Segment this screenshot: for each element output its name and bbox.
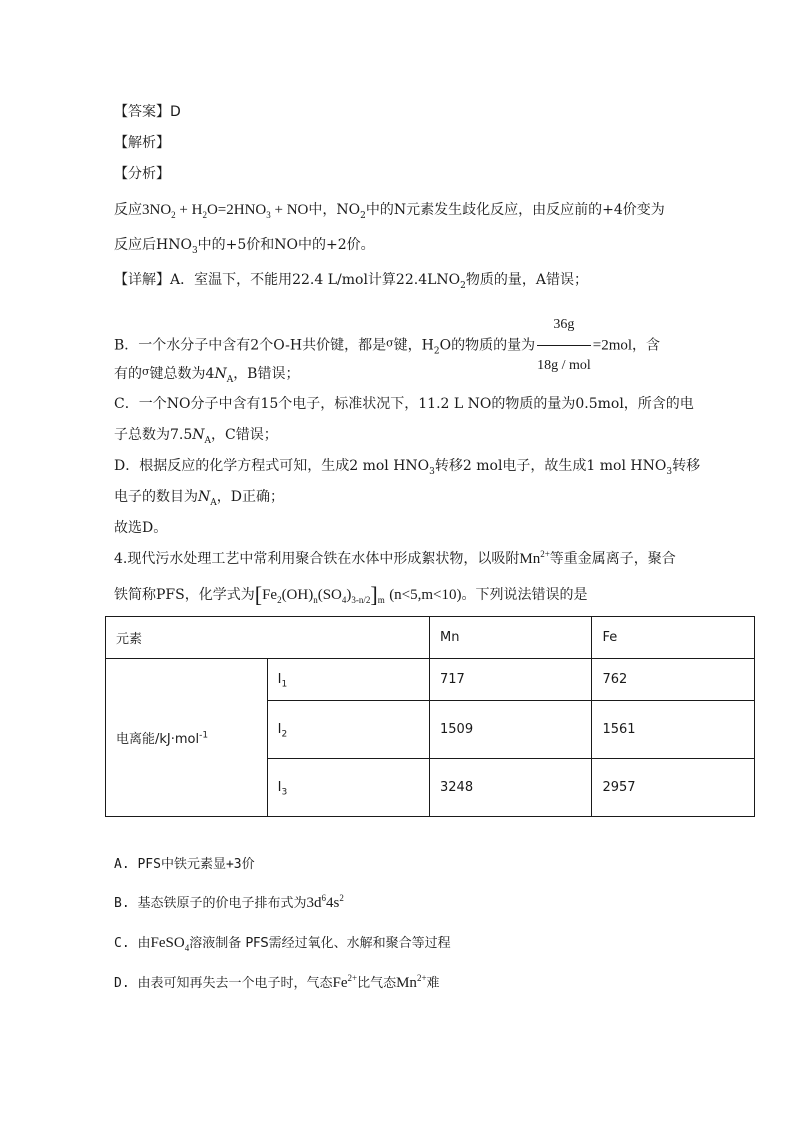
option-b: B. 基态铁原子的价电子排布式为$3d^64s^2$: [114, 893, 344, 911]
answer-value: D: [170, 104, 181, 120]
answer-line: [114, 102, 181, 122]
fraction-denominator: 18g / mol: [537, 358, 591, 373]
fe-i2: 1561: [592, 701, 755, 759]
detail-d-line-2: 电子的数目为$N_A$，D正确；: [114, 489, 284, 508]
fraction-numerator: 36g: [537, 306, 591, 346]
option-a: A. PFS中铁元素显+3价: [114, 857, 255, 872]
fenxi-line-2: 反应后$HNO_3$中的+5价和NO中的+2价。: [114, 237, 375, 256]
fenxi-text-a: 反应: [114, 202, 142, 218]
pfs-formula: $[Fe_2(OH)_n(SO_4)_{3-n/2}]_m$: [254, 582, 385, 607]
fe-i3: 2957: [592, 759, 755, 817]
conclusion: 故选D。: [114, 520, 168, 536]
mn-i1: 717: [430, 659, 592, 701]
mn-i3: 3248: [430, 759, 592, 817]
q4-text-b: 等重金属离子，聚合: [549, 551, 676, 567]
fe-i1: 762: [592, 659, 755, 701]
detail-c-line-2: 子总数为$7.5N_A$，C错误；: [114, 427, 278, 446]
option-d: D. 由表可知再失去一个电子时，气态$Fe^{2+}$比气态$Mn^{2+}$难: [114, 973, 440, 991]
table-header-row: [106, 617, 755, 659]
fenxi-label: 【分析】: [114, 166, 170, 182]
answer-label: 【答案】: [114, 104, 170, 120]
q4-line-1: [114, 549, 676, 569]
detail-d-line-1: D．根据反应的化学方程式可知，生成2 mol $HNO_3$转移2 mol电子，故生成1 mol $HNO_3$转移: [114, 458, 701, 477]
fraction: [537, 306, 591, 385]
detail-b-line-1: B．一个水分子中含有2个O-H共价键，都是$^\sigma$键，$H_2O$的物质的量为 $\frac{36g}{\text{18g / mol}}$ =2mol，含: [114, 306, 660, 385]
fenxi-line-1: 反应$3NO_2 + H_2O=2HNO_3$ + NO中，$NO_2$中的N元素发生歧化反应，由反应前的+4价变为: [114, 202, 665, 221]
q4-line-2: [114, 582, 588, 607]
reaction-equation: $3NO_2 + H_2O=2HNO_3$ + NO: [142, 202, 309, 220]
detail-a: 【详解】A．室温下，不能用22.4 L/mol计算$22.4LNO_2$物质的量，A错误；: [114, 272, 588, 291]
mn-i2: 1509: [430, 701, 592, 759]
row-label-ionization-energy: 电离能/kJ·mol$^{-1}$: [106, 659, 268, 817]
ionization-energy-table: [105, 616, 755, 817]
header-element: 元素: [106, 617, 430, 659]
q4-text-c: 铁简称PFS，化学式为: [114, 587, 255, 603]
table-row: [106, 659, 755, 701]
row-name-i1: $I_1$: [267, 659, 429, 701]
header-fe: Fe: [592, 617, 755, 659]
q4-text-a: 4.现代污水处理工艺中常利用聚合铁在水体中形成絮状物，以吸附: [114, 551, 520, 567]
analysis-label: 【解析】: [114, 135, 170, 151]
row-name-i3: $I_3$: [267, 759, 429, 817]
header-mn: Mn: [430, 617, 592, 659]
row-name-i2: $I_2$: [267, 701, 429, 759]
fenxi-text-b: 中，NO: [308, 202, 361, 218]
detail-b-line-2: 有的$^\sigma$键总数为$4N_A$，B错误；: [114, 365, 300, 385]
option-c: C. 由FeSO$_4$溶液制备 PFS需经过氧化、水解和聚合等过程: [114, 935, 451, 953]
detail-c-line-1: C．一个NO分子中含有15个电子，标准状况下，11.2 L NO的物质的量为0.5mol，所含的电: [114, 396, 694, 412]
pfs-condition: (n<5,m<10): [389, 587, 462, 603]
fenxi-text-c: 中的N元素发生歧化反应，由反应前的+4价变为: [365, 202, 665, 218]
mn-ion: $Mn^{2+}$: [519, 549, 550, 567]
detail-label: 【详解】: [114, 272, 170, 288]
q4-text-d: 。下列说法错误的是: [461, 587, 588, 603]
